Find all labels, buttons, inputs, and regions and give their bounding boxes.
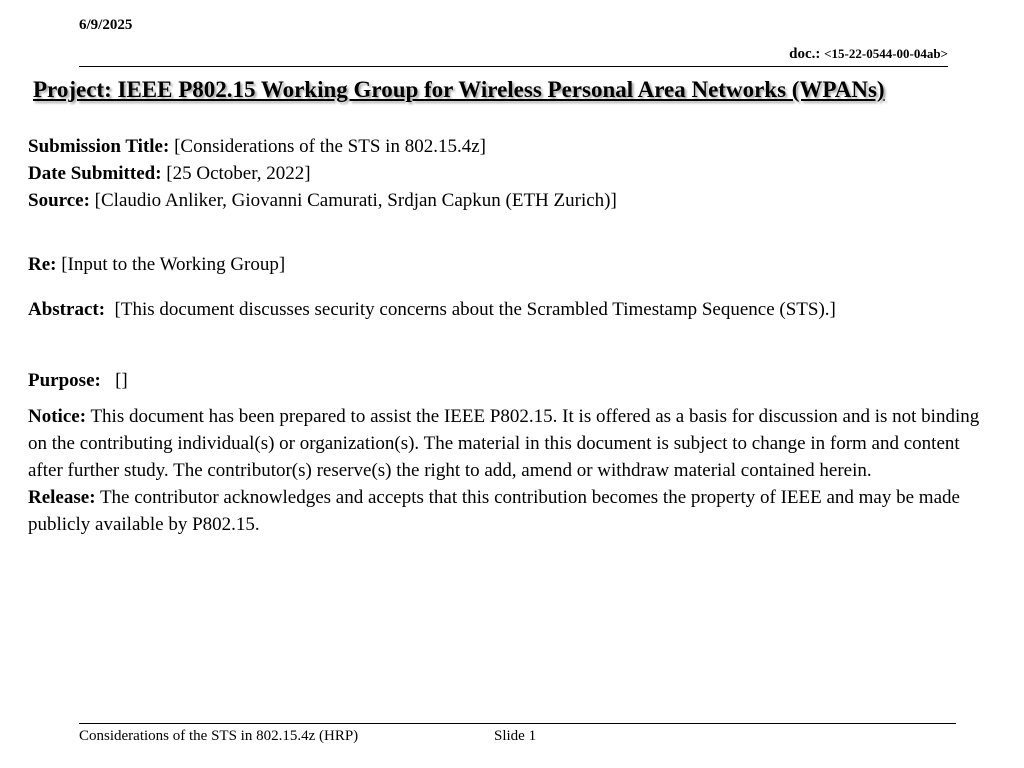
- abstract-value: [This document discusses security concerns about the Scrambled Timestamp Sequence (STS).]: [114, 299, 836, 320]
- submission-title-label: Submission Title:: [28, 136, 170, 157]
- notice-release: [28, 403, 993, 538]
- re-value: [Input to the Working Group]: [61, 254, 286, 275]
- date-submitted-label: Date Submitted:: [28, 163, 162, 184]
- abstract-label: Abstract:: [28, 299, 106, 320]
- submission-title-value: [Considerations of the STS in 802.15.4z]: [174, 136, 486, 157]
- project-title: Project: IEEE P802.15 Working Group for Wireless Personal Area Networks (WPANs): [33, 77, 885, 102]
- date-submitted-line: [28, 160, 988, 187]
- doc-label: doc.:: [789, 46, 821, 62]
- purpose-label: Purpose:: [28, 370, 101, 391]
- re-line: [28, 251, 988, 278]
- purpose-line: [28, 367, 988, 394]
- abstract-paragraph: [28, 296, 958, 323]
- date-submitted-value: [25 October, 2022]: [166, 163, 311, 184]
- purpose-value: []: [115, 370, 128, 391]
- release-label: Release:: [28, 487, 96, 508]
- notice-paragraph: [28, 403, 993, 484]
- header-date: 6/9/2025: [79, 17, 133, 33]
- submission-info: [28, 133, 988, 214]
- source-value: [Claudio Anliker, Giovanni Camurati, Srdjan Capkun (ETH Zurich)]: [94, 190, 617, 211]
- slide-number: Slide 1: [494, 728, 537, 744]
- source-label: Source:: [28, 190, 90, 211]
- footer-divider: [79, 723, 956, 724]
- footer-title: Considerations of the STS in 802.15.4z (HRP): [79, 728, 359, 744]
- header-divider: [79, 66, 948, 67]
- release-paragraph: [28, 484, 993, 538]
- re-label: Re:: [28, 254, 57, 275]
- release-value: The contributor acknowledges and accepts that this contribution becomes the property of IEEE and may be made publicly available by P802.15.: [28, 487, 960, 535]
- notice-label: Notice:: [28, 406, 87, 427]
- notice-value: This document has been prepared to assist the IEEE P802.15. It is offered as a basis for discussion and is not binding on the contributing individual(s) or organization(s). The material in this document is subject to change in form and content after further study. The contributor(s) reserve(s) the right to add, amend or withdraw material contained herein.: [28, 406, 980, 481]
- submission-title-line: [28, 133, 988, 160]
- doc-number: [789, 46, 948, 63]
- source-line: [28, 187, 988, 214]
- doc-number-value: <15-22-0544-00-04ab>: [824, 46, 948, 61]
